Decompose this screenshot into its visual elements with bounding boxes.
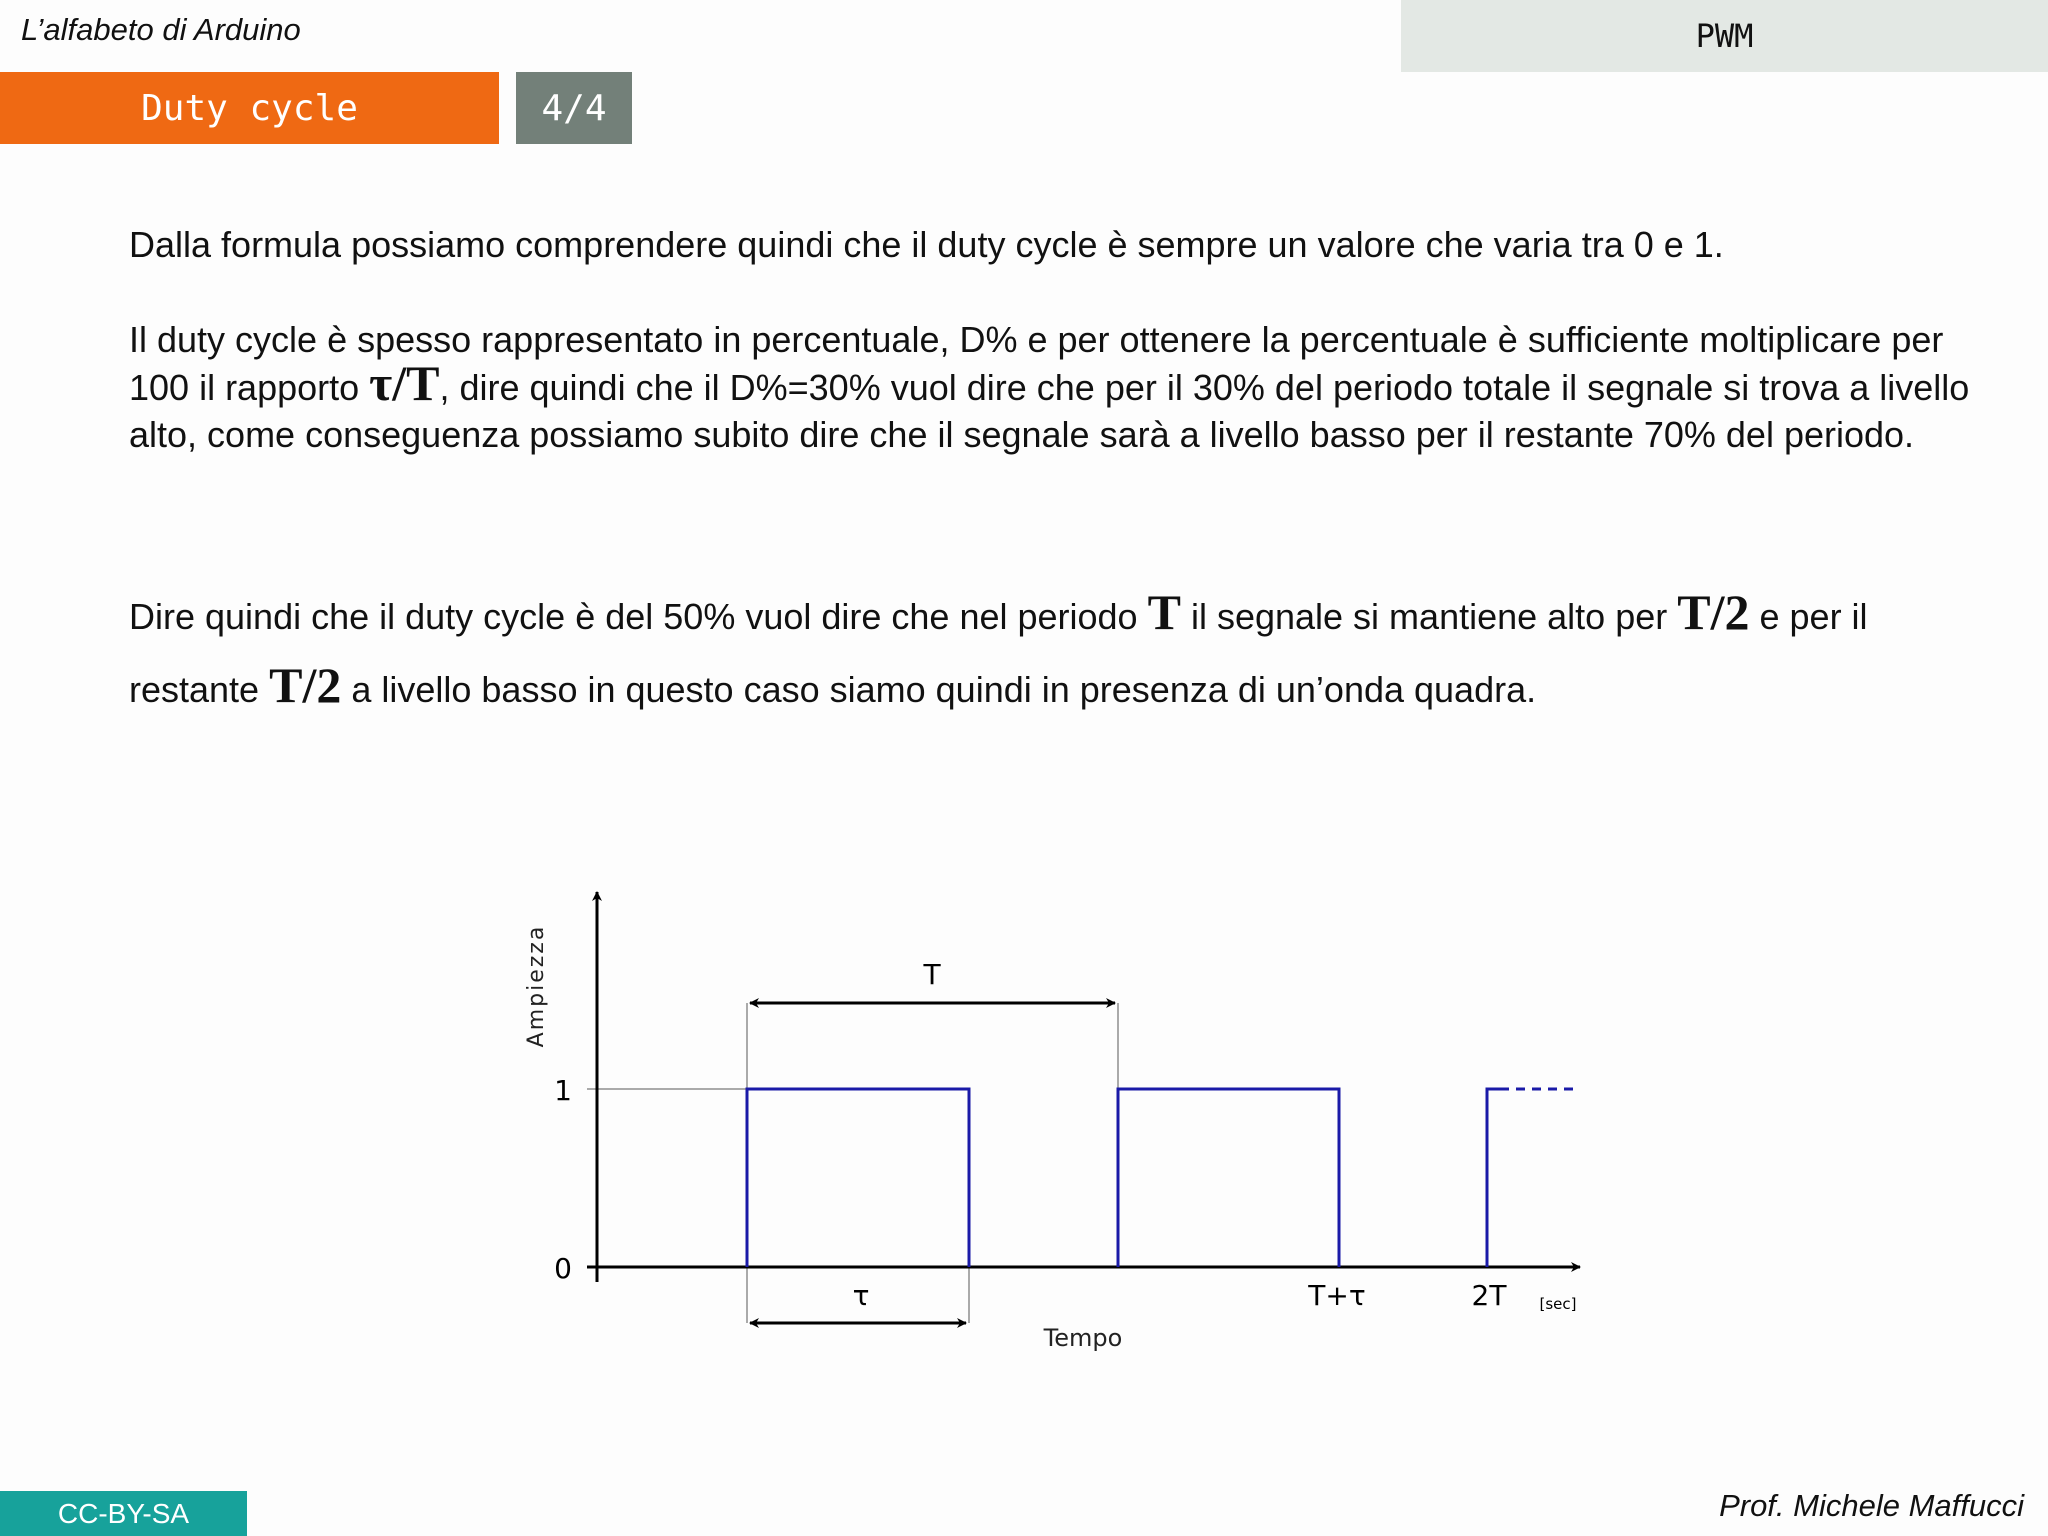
course-title: L’alfabeto di Arduino bbox=[21, 12, 301, 47]
formula-t: T bbox=[1147, 584, 1181, 640]
section-title: Duty cycle bbox=[0, 72, 499, 144]
formula-t-half: T/2 bbox=[269, 657, 342, 713]
period-label: T bbox=[923, 958, 941, 991]
formula-tau-over-t: τ/T bbox=[369, 355, 440, 411]
two-t-label: 2T bbox=[1471, 1279, 1507, 1312]
x-axis-label: Tempo bbox=[1043, 1324, 1123, 1352]
text: a livello basso in questo caso siamo quindi in presenza di un’onda quadra. bbox=[341, 669, 1537, 710]
text: il segnale si mantiene alto per bbox=[1180, 596, 1678, 637]
signal-waveform bbox=[747, 1089, 1500, 1267]
guide-lines bbox=[587, 1003, 1118, 1323]
page-counter: 4/4 bbox=[516, 72, 632, 144]
topic-label: PWM bbox=[1401, 0, 2048, 72]
formula-t-half: T/2 bbox=[1677, 584, 1750, 640]
t-plus-tau-label: T+τ bbox=[1308, 1279, 1366, 1312]
paragraph-1: Dalla formula possiamo comprendere quindi che il duty cycle è sempre un valore che varia tra 0 e 1. bbox=[129, 224, 1724, 265]
y-tick-0: 0 bbox=[554, 1252, 572, 1285]
author-name: Prof. Michele Maffucci bbox=[1719, 1488, 2024, 1523]
text: , dire quindi che il D%=30% vuol dire che per il 30% del periodo totale il segnale si trova a livello alto, come conseguenza possiamo subito dire che il segnale sarà a livello basso per il restante 70% del periodo. bbox=[129, 367, 1970, 455]
text: e per il restante bbox=[129, 596, 1868, 710]
text: Il duty cycle è spesso rappresentato in percentuale, D% e per ottenere la percentuale è sufficiente moltiplicare per 100 il rapporto bbox=[129, 319, 1944, 408]
tau-label: τ bbox=[852, 1279, 870, 1312]
license-badge: CC-BY-SA bbox=[0, 1491, 247, 1536]
unit-label: [sec] bbox=[1539, 1295, 1577, 1313]
y-tick-1: 1 bbox=[554, 1074, 572, 1107]
text: Dire quindi che il duty cycle è del 50% vuol dire che nel periodo bbox=[129, 596, 1148, 637]
y-axis-label: Ampiezza bbox=[524, 924, 549, 1048]
